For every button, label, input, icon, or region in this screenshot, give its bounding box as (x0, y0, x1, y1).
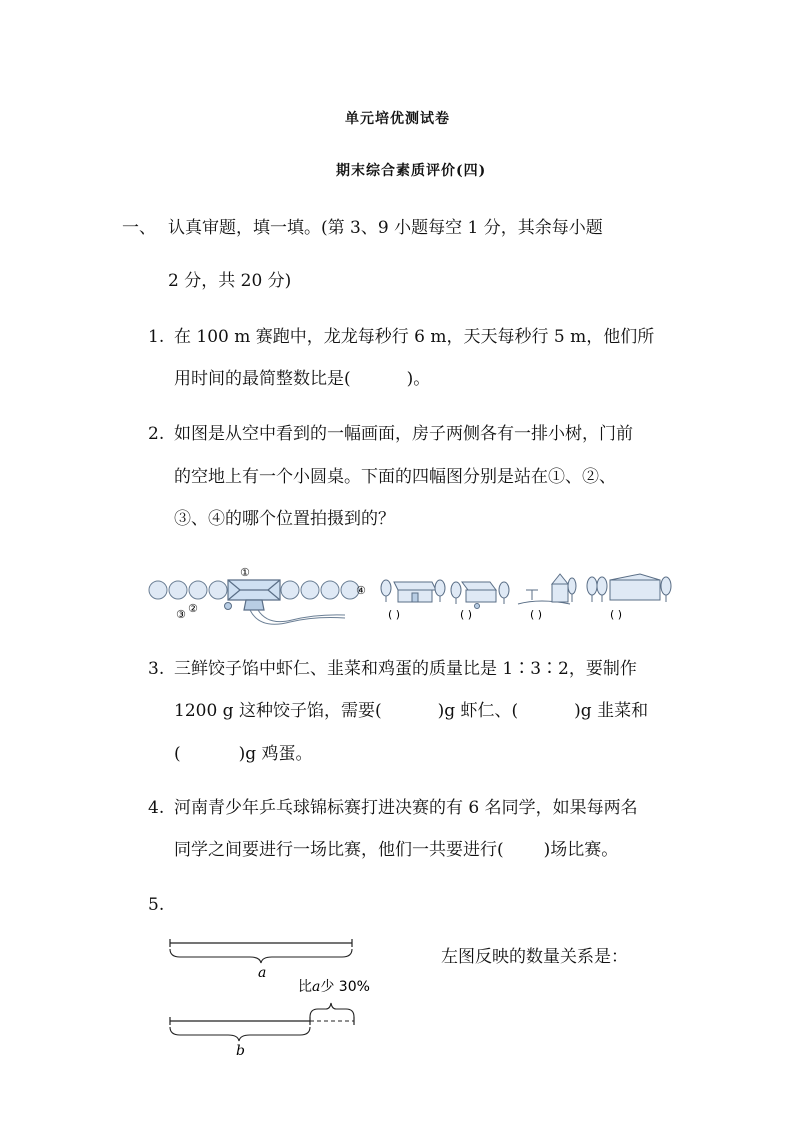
section-number: 一、 (122, 218, 156, 238)
view-2-answer[interactable]: ( ) (460, 608, 473, 621)
q5-number: 5. (148, 895, 165, 915)
q4-line2 (174, 839, 618, 861)
view-4-answer[interactable]: ( ) (610, 608, 623, 621)
position-2-label: ② (188, 602, 198, 615)
q3-line2-c: )g 韭菜和 (574, 701, 649, 721)
position-4-label: ④ (356, 584, 366, 597)
q3-line3 (174, 743, 313, 765)
q2-number: 2. (148, 424, 165, 444)
position-3-label: ③ (176, 608, 186, 621)
q4-line2-a: 同学之间要进行一场比赛，他们一共要进行( (174, 840, 504, 860)
q4-line1: 河南青少年乒乓球锦标赛打进决赛的有 6 名同学，如果每两名 (174, 798, 638, 818)
view-3-image (518, 574, 576, 604)
position-1-label: ① (240, 566, 250, 579)
brace-note (310, 1003, 354, 1017)
q3-number: 3. (148, 659, 165, 679)
q3-line2-a: 1200 g 这种饺子馅，需要( (174, 701, 382, 721)
note-text (298, 979, 370, 995)
q5-prompt: 左图反映的数量关系是： (441, 947, 628, 967)
round-table (225, 603, 232, 610)
page-title: 单元培优测试卷 (345, 111, 450, 127)
page-subtitle: 期末综合素质评价(四) (336, 163, 487, 179)
q4-number: 4. (148, 798, 165, 818)
note-suffix: 少 30% (320, 979, 370, 995)
view-2-image (451, 582, 509, 609)
q3-line2 (174, 700, 648, 722)
q3-line3-a: ( (174, 744, 181, 764)
note-var: a (312, 979, 321, 995)
q2-figure (140, 560, 680, 632)
brace-a (170, 949, 352, 963)
q1-line2 (174, 368, 430, 390)
q2-line1: 如图是从空中看到的一幅画面，房子两侧各有一排小树，门前 (174, 424, 633, 444)
label-a: a (258, 965, 267, 981)
q2-line3: ③、④的哪个位置拍摄到的？ (174, 509, 395, 529)
note-prefix: 比 (298, 979, 312, 995)
house-top-view (228, 580, 280, 610)
q1-number: 1. (148, 327, 165, 347)
q2-line2: 的空地上有一个小圆桌。下面的四幅图分别是站在①、②、 (174, 467, 616, 487)
view-3-answer[interactable]: ( ) (530, 608, 543, 621)
q3-line3-b: )g 鸡蛋。 (238, 744, 313, 764)
q1-line2-a: 用时间的最简整数比是( (174, 369, 351, 389)
view-1-image (381, 580, 445, 602)
q3-line1: 三鲜饺子馅中虾仁、韭菜和鸡蛋的质量比是 1∶3∶2，要制作 (174, 659, 637, 679)
tree-row-left (149, 581, 227, 599)
label-b: b (236, 1043, 245, 1059)
q1-line1: 在 100 m 赛跑中，龙龙每秒行 6 m，天天每秒行 5 m，他们所 (174, 327, 655, 347)
q1-line2-b: )。 (406, 369, 431, 389)
section-heading-line2: 2 分，共 20 分) (168, 271, 292, 291)
q3-line2-b: )g 虾仁、( (437, 701, 519, 721)
q5-diagram (160, 935, 400, 1060)
view-1-answer[interactable]: ( ) (388, 608, 401, 621)
view-4-image (587, 574, 671, 602)
q4-line2-b: )场比赛。 (543, 840, 619, 860)
tree-row-right (281, 581, 359, 599)
brace-b (170, 1027, 310, 1041)
section-heading-line1: 认真审题，填一填。(第 3、9 小题每空 1 分，其余每小题 (168, 218, 603, 238)
